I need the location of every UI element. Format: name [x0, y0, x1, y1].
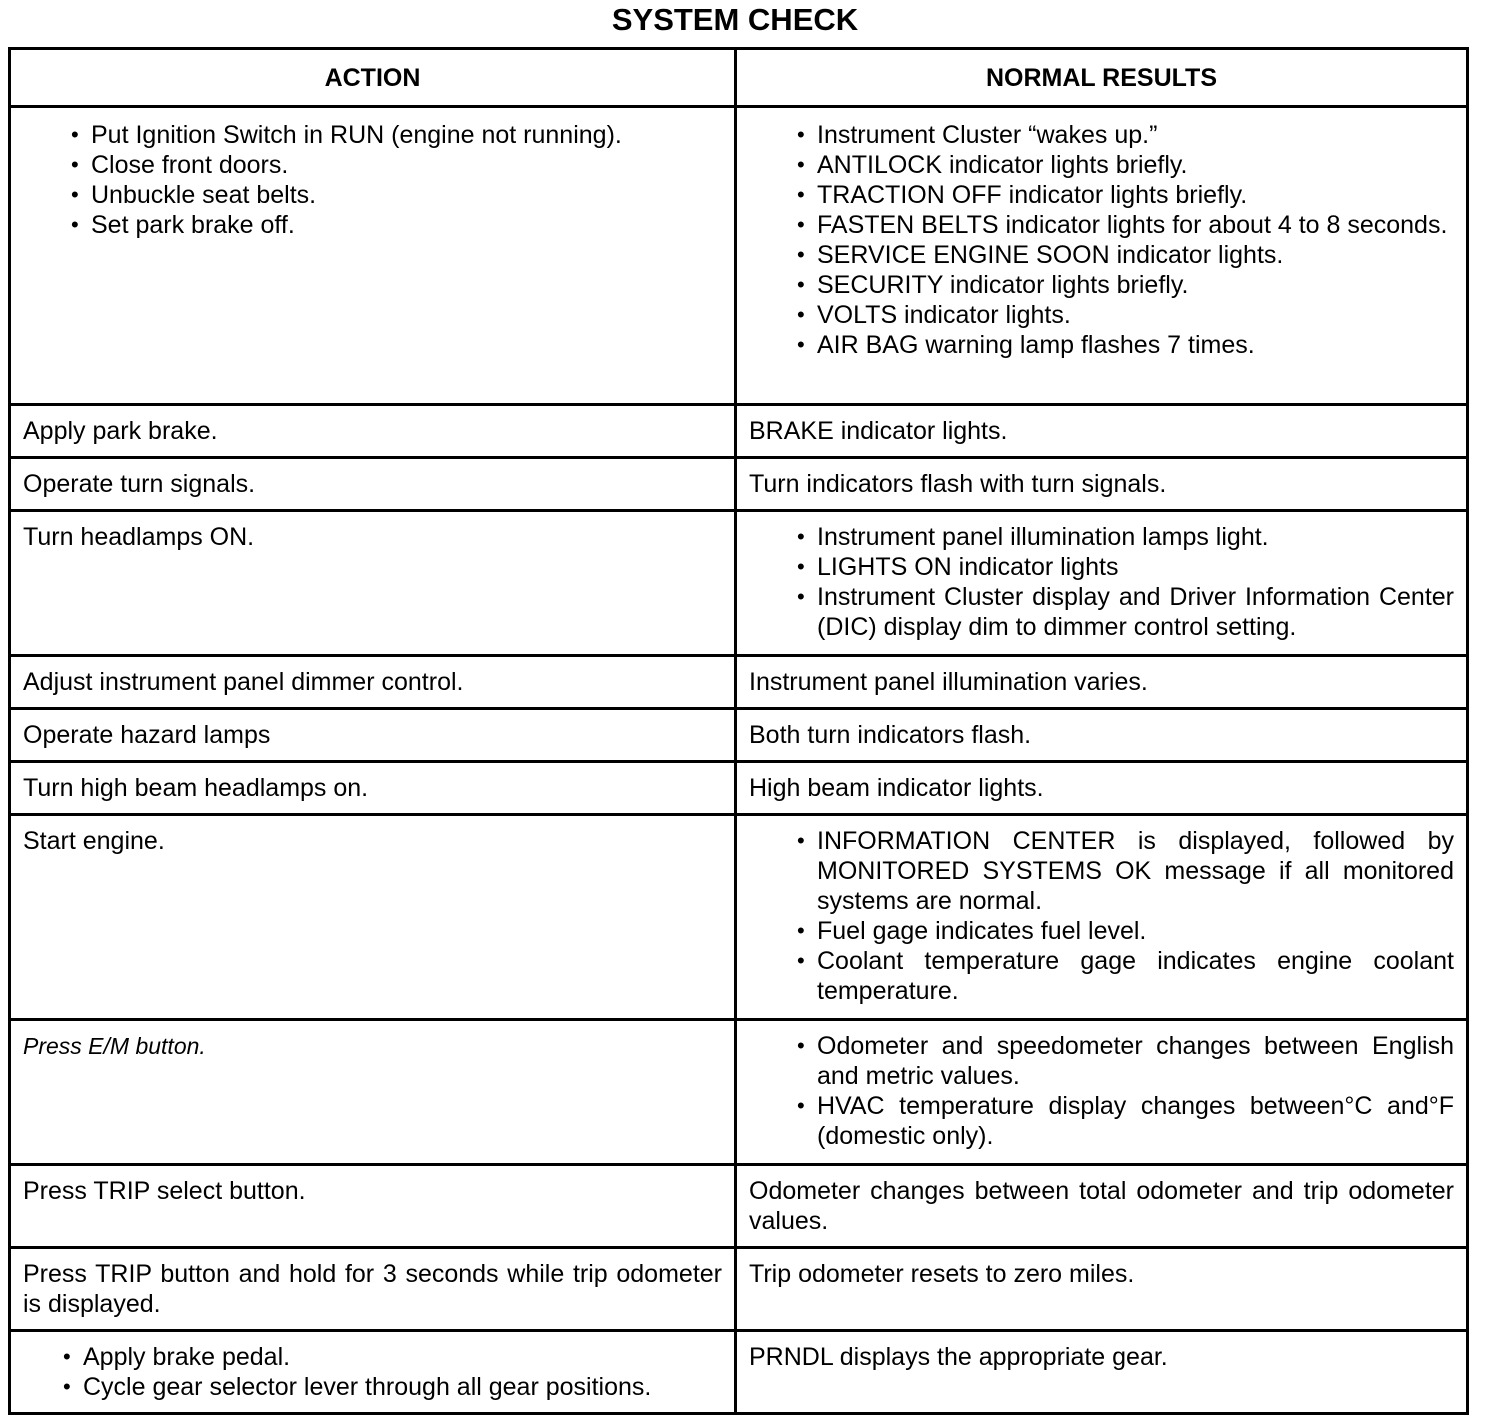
- result-cell: Instrument panel illumination varies.: [736, 656, 1468, 709]
- action-list: [23, 120, 722, 240]
- result-cell: [736, 1020, 1468, 1165]
- action-cell: Adjust instrument panel dimmer control.: [10, 656, 736, 709]
- header-action: ACTION: [10, 49, 736, 107]
- result-cell: [736, 815, 1468, 1020]
- action-cell: Start engine.: [10, 815, 736, 1020]
- action-cell: Operate turn signals.: [10, 458, 736, 511]
- action-cell: [10, 1331, 736, 1414]
- list-item: • Close front doors.: [75, 150, 722, 180]
- list-item: • Instrument Cluster “wakes up.”: [801, 120, 1454, 150]
- result-cell: PRNDL displays the appropriate gear.: [736, 1331, 1468, 1414]
- header-normal-results: NORMAL RESULTS: [736, 49, 1468, 107]
- result-cell: BRAKE indicator lights.: [736, 405, 1468, 458]
- action-cell: Operate hazard lamps: [10, 709, 736, 762]
- action-cell: Apply park brake.: [10, 405, 736, 458]
- list-item: • LIGHTS ON indicator lights: [801, 552, 1454, 582]
- table-row: [10, 762, 1468, 815]
- list-item: • Coolant temperature gage indicates engine coolant temperature.: [801, 946, 1454, 1006]
- action-cell: Press TRIP button and hold for 3 seconds while trip odometer is displayed.: [10, 1248, 736, 1331]
- result-list: [749, 1031, 1454, 1151]
- table-row: [10, 1165, 1468, 1248]
- list-item: • ANTILOCK indicator lights briefly.: [801, 150, 1454, 180]
- list-item: • Cycle gear selector lever through all gear positions.: [67, 1372, 722, 1402]
- result-list: [749, 120, 1454, 360]
- header-row: [10, 49, 1468, 107]
- table-row: [10, 1020, 1468, 1165]
- result-cell: [736, 107, 1468, 405]
- system-check-table: [8, 47, 1469, 1415]
- table-row: [10, 1248, 1468, 1331]
- list-item: • SERVICE ENGINE SOON indicator lights.: [801, 240, 1454, 270]
- result-list: [749, 522, 1454, 642]
- action-cell: Turn high beam headlamps on.: [10, 762, 736, 815]
- page-title: SYSTEM CHECK: [611, 2, 859, 37]
- result-cell: [736, 511, 1468, 656]
- list-item: • AIR BAG warning lamp flashes 7 times.: [801, 330, 1454, 360]
- list-item: • HVAC temperature display changes between°C and°F (domestic only).: [801, 1091, 1454, 1151]
- list-item: • Put Ignition Switch in RUN (engine not running).: [75, 120, 722, 150]
- table-row: [10, 815, 1468, 1020]
- table-row: [10, 709, 1468, 762]
- action-list: [23, 1342, 722, 1402]
- list-item: • Unbuckle seat belts.: [75, 180, 722, 210]
- list-item: • FASTEN BELTS indicator lights for about 4 to 8 seconds.: [801, 210, 1454, 240]
- result-cell: Turn indicators flash with turn signals.: [736, 458, 1468, 511]
- result-cell: High beam indicator lights.: [736, 762, 1468, 815]
- list-item: • Odometer and speedometer changes between English and metric values.: [801, 1031, 1454, 1091]
- action-cell: Turn headlamps ON.: [10, 511, 736, 656]
- list-item: • Apply brake pedal.: [67, 1342, 722, 1372]
- result-cell: Trip odometer resets to zero miles.: [736, 1248, 1468, 1331]
- result-list: [749, 826, 1454, 1006]
- table-row: [10, 107, 1468, 405]
- list-item: • SECURITY indicator lights briefly.: [801, 270, 1454, 300]
- list-item: • TRACTION OFF indicator lights briefly.: [801, 180, 1454, 210]
- table-row: [10, 511, 1468, 656]
- result-cell: Odometer changes between total odometer and trip odometer values.: [736, 1165, 1468, 1248]
- result-cell: Both turn indicators flash.: [736, 709, 1468, 762]
- table-row: [10, 1331, 1468, 1414]
- action-cell: [10, 107, 736, 405]
- action-cell: Press TRIP select button.: [10, 1165, 736, 1248]
- table-row: [10, 458, 1468, 511]
- list-item: • INFORMATION CENTER is displayed, followed by MONITORED SYSTEMS OK message if all monitored systems are normal.: [801, 826, 1454, 916]
- list-item: • VOLTS indicator lights.: [801, 300, 1454, 330]
- list-item: • Instrument Cluster display and Driver Information Center (DIC) display dim to dimmer control setting.: [801, 582, 1454, 642]
- action-cell: Press E/M button.: [10, 1020, 736, 1165]
- table-row: [10, 405, 1468, 458]
- list-item: • Instrument panel illumination lamps light.: [801, 522, 1454, 552]
- table-row: [10, 656, 1468, 709]
- list-item: • Set park brake off.: [75, 210, 722, 240]
- list-item: • Fuel gage indicates fuel level.: [801, 916, 1454, 946]
